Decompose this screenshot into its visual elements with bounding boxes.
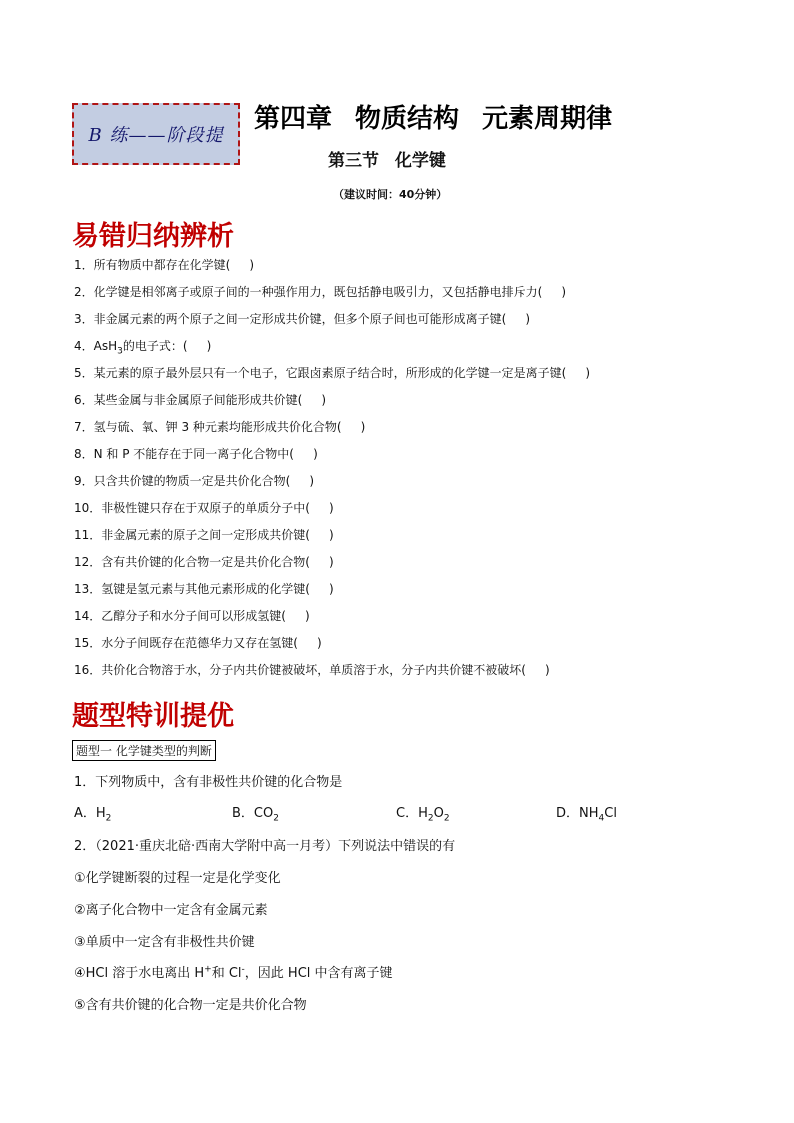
statement-item: ③单质中一定含有非极性共价键 <box>74 935 255 950</box>
error-item: 16．共价化合物溶于水，分子内共价键被破坏，单质溶于水，分子内共价键不被破坏( ) <box>74 663 550 677</box>
error-item: 4．AsH$_3$的电子式：( ) <box>74 339 212 357</box>
section-title: 第三节 化学键 <box>328 151 446 171</box>
error-item: 9．只含共价键的物质一定是共价化合物( ) <box>74 474 315 488</box>
error-item: 2．化学键是相邻离子或原子间的一种强作用力，既包括静电吸引力，又包括静电排斥力( ) <box>74 285 567 299</box>
error-item: 11．非金属元素的原子之间一定形成共价键( ) <box>74 528 334 542</box>
error-item: 3．非金属元素的两个原子之间一定形成共价键，但多个原子间也可能形成离子键( ) <box>74 312 531 326</box>
question-2-stem: 2．（2021·重庆北碚·西南大学附中高一月考）下列说法中错误的有 <box>74 839 456 854</box>
error-item: 14．乙醇分子和水分子间可以形成氢键( ) <box>74 609 310 623</box>
option-a: A．$H_2$ <box>74 806 112 824</box>
error-item: 10．非极性键只存在于双原子的单质分子中( ) <box>74 501 334 515</box>
badge-label: B 练——阶段提 <box>88 125 224 146</box>
option-b: B．$CO_2$ <box>232 806 279 824</box>
stage-badge <box>72 103 240 165</box>
question-1-stem: 1．下列物质中，含有非极性共价键的化合物是 <box>74 775 343 790</box>
error-item: 15．水分子间既存在范德华力又存在氢键( ) <box>74 636 322 650</box>
option-d: D．$NH_4Cl$ <box>556 806 617 824</box>
statement-item: ④HCl 溶于水电离出 H+和 Cl-，因此 HCl 中含有离子键 <box>74 964 393 981</box>
statement-item: ⑤含有共价键的化合物一定是共价化合物 <box>74 998 307 1013</box>
question-type-tag: 题型一 化学键类型的判断 <box>72 740 216 761</box>
error-item: 12．含有共价键的化合物一定是共价化合物( ) <box>74 555 334 569</box>
error-item: 5．某元素的原子最外层只有一个电子，它跟卤素原子结合时，所形成的化学键一定是离子键( ) <box>74 366 591 380</box>
statement-item: ②离子化合物中一定含有金属元素 <box>74 903 268 918</box>
error-item: 7．氢与硫、氧、钾 3 种元素均能形成共价化合物( ) <box>74 420 366 434</box>
statement-item: ①化学键断裂的过程一定是化学变化 <box>74 871 281 886</box>
time-note: （建议时间：40分钟） <box>333 188 448 201</box>
error-item: 6．某些金属与非金属原子间能形成共价键( ) <box>74 393 327 407</box>
error-item: 1．所有物质中都存在化学键( ) <box>74 258 255 272</box>
chapter-title: 第四章 物质结构 元素周期律 <box>254 104 613 134</box>
question-1-options <box>74 802 694 822</box>
option-c: C．$H_2O_2$ <box>396 806 450 824</box>
section-heading-training: 题型特训提优 <box>72 701 234 732</box>
section-heading-errors: 易错归纳辨析 <box>72 221 234 252</box>
error-item: 8．N 和 P 不能存在于同一离子化合物中( ) <box>74 447 318 461</box>
error-item: 13．氢键是氢元素与其他元素形成的化学键( ) <box>74 582 334 596</box>
